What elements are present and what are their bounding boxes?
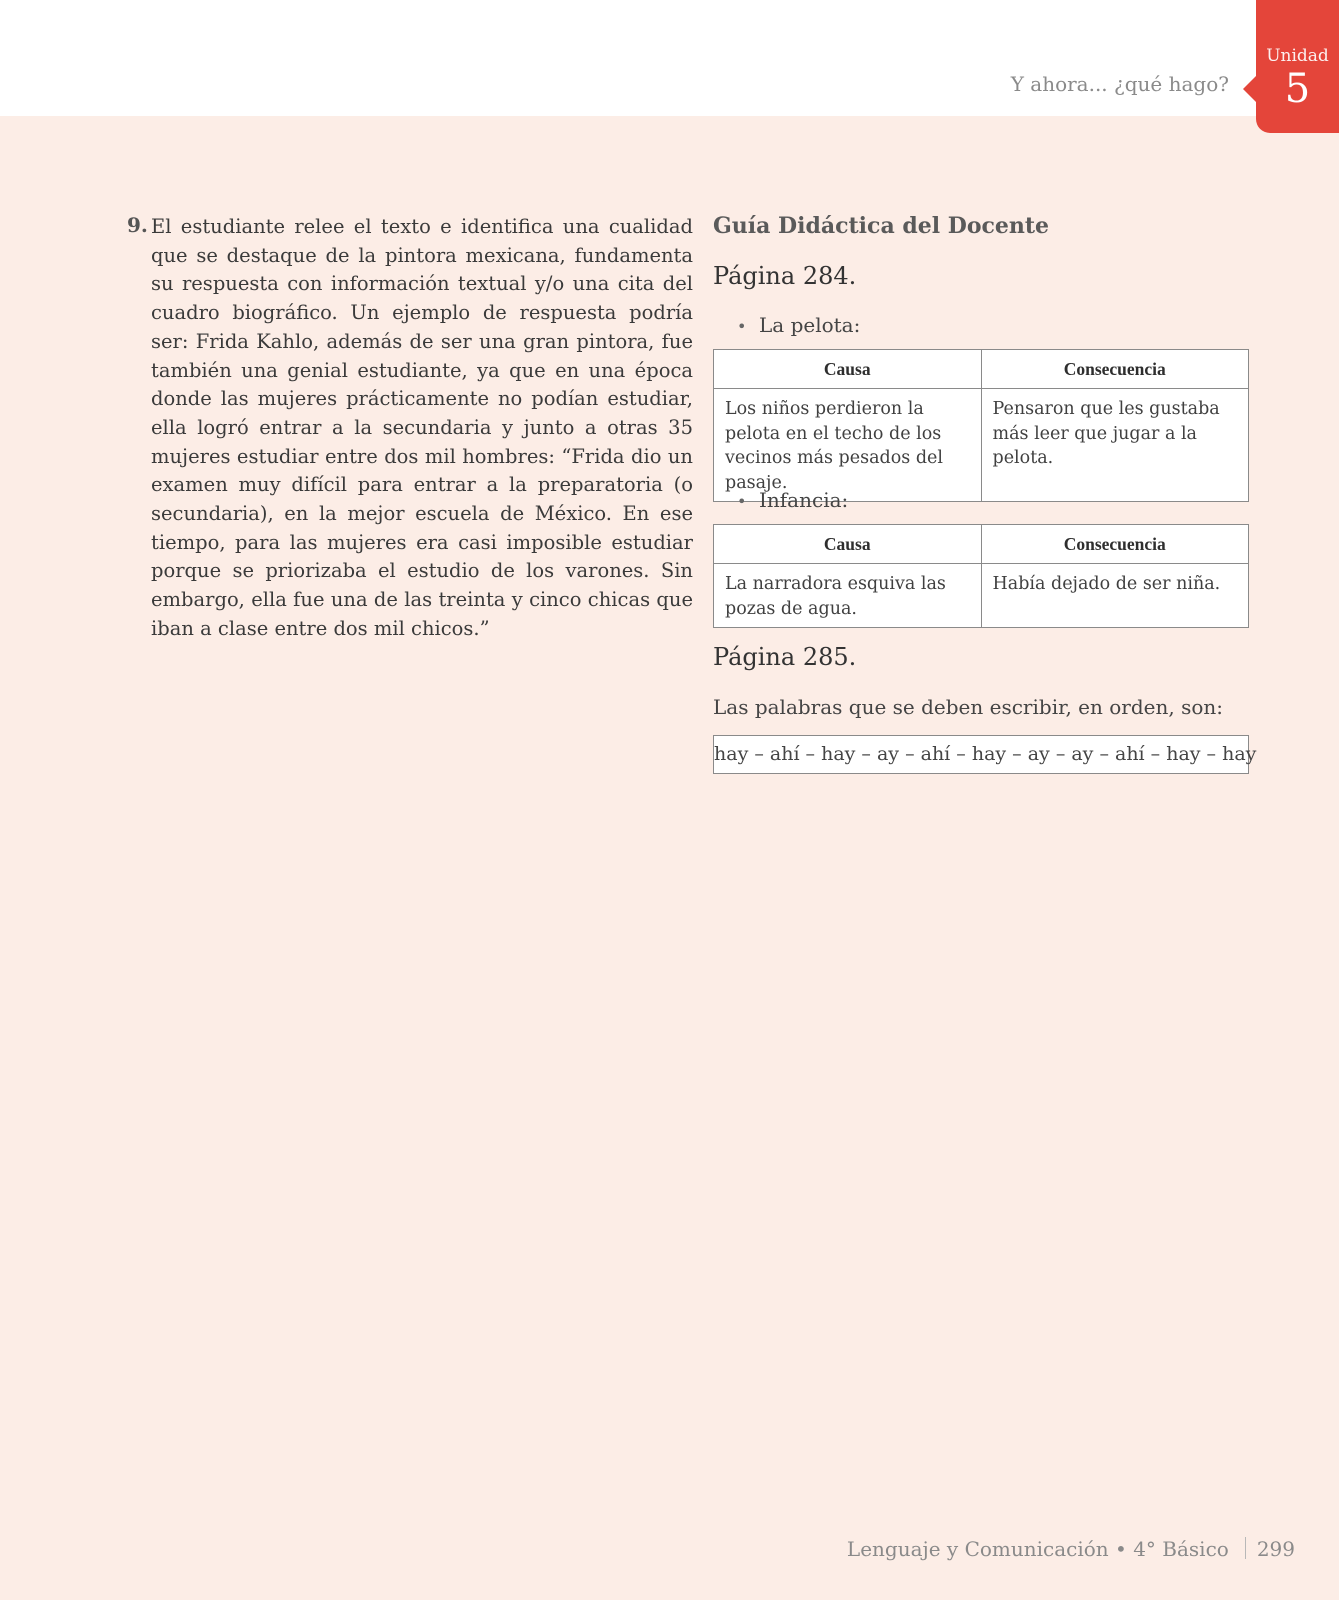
consequence-cell: Había dejado de ser niña. [981, 564, 1249, 628]
bullet-label: La pelota: [759, 313, 861, 337]
chapter-title: Y ahora... ¿qué hago? [1010, 72, 1229, 96]
page-285-heading: Página 285. [713, 643, 857, 671]
words-intro: Las palabras que se deben escribir, en orden, son: [713, 695, 1223, 719]
cause-cell: La narradora esquiva las pozas de agua. [714, 564, 982, 628]
item-number: 9. [127, 213, 148, 237]
unit-number: 5 [1284, 66, 1311, 112]
header-consequence: Consecuencia [981, 350, 1249, 389]
footer-subject: Lenguaje y Comunicación • 4° Básico [846, 1537, 1229, 1561]
footer-divider [1245, 1537, 1246, 1559]
page-number: 299 [1256, 1537, 1295, 1561]
bullet-dot-icon: • [737, 492, 747, 511]
page-284-heading: Página 284. [713, 262, 857, 290]
unit-tab [1256, 0, 1339, 133]
table-header-row [714, 525, 1249, 564]
page-header [0, 0, 1339, 116]
cause-consequence-table-infancia [713, 524, 1249, 628]
cause-consequence-table-pelota [713, 349, 1249, 502]
bullet-dot-icon: • [737, 317, 747, 336]
cause-cell: Los niños perdieron la pelota en el techo de los vecinos más pesados del pasaje. [714, 389, 982, 502]
header-consequence: Consecuencia [981, 525, 1249, 564]
bullet-la-pelota [737, 313, 860, 337]
header-cause: Causa [714, 525, 982, 564]
guide-title: Guía Didáctica del Docente [713, 213, 1050, 239]
words-answer-box: hay – ahí – hay – ay – ahí – hay – ay – ay – ahí – hay – hay [713, 735, 1249, 774]
bullet-label: Infancia: [759, 488, 849, 512]
table-row [714, 564, 1249, 628]
table-row [714, 389, 1249, 502]
unit-label: Unidad [1266, 46, 1329, 66]
consequence-cell: Pensaron que les gustaba más leer que jugar a la pelota. [981, 389, 1249, 502]
table-header-row [714, 350, 1249, 389]
page-footer [847, 1537, 1295, 1561]
bullet-infancia [737, 488, 848, 512]
header-cause: Causa [714, 350, 982, 389]
item-text: El estudiante relee el texto e identifica una cualidad que se destaque de la pintora mexicana, fundamenta su respuesta con información textual y/o una cita del cuadro biográfico. Un ejemplo de respuesta podría ser: Frida Kahlo, además de ser una gran pintora, fue también una genial estudiante, ya que en una época donde las mujeres prácticamente no podían estudiar, ella logró entrar a la secundaria y junto a otras 35 mujeres estudiar entre dos mil hombres: “Frida dio un examen muy difícil para entrar a la preparatoria (o secundaria), en la mejor escuela de México. En ese tiempo, para las mujeres era casi imposible estudiar porque se priorizaba el estudio de los varones. Sin embargo, ella fue una de las treinta y cinco chicas que iban a clase entre dos mil chicos.” [151, 215, 693, 640]
